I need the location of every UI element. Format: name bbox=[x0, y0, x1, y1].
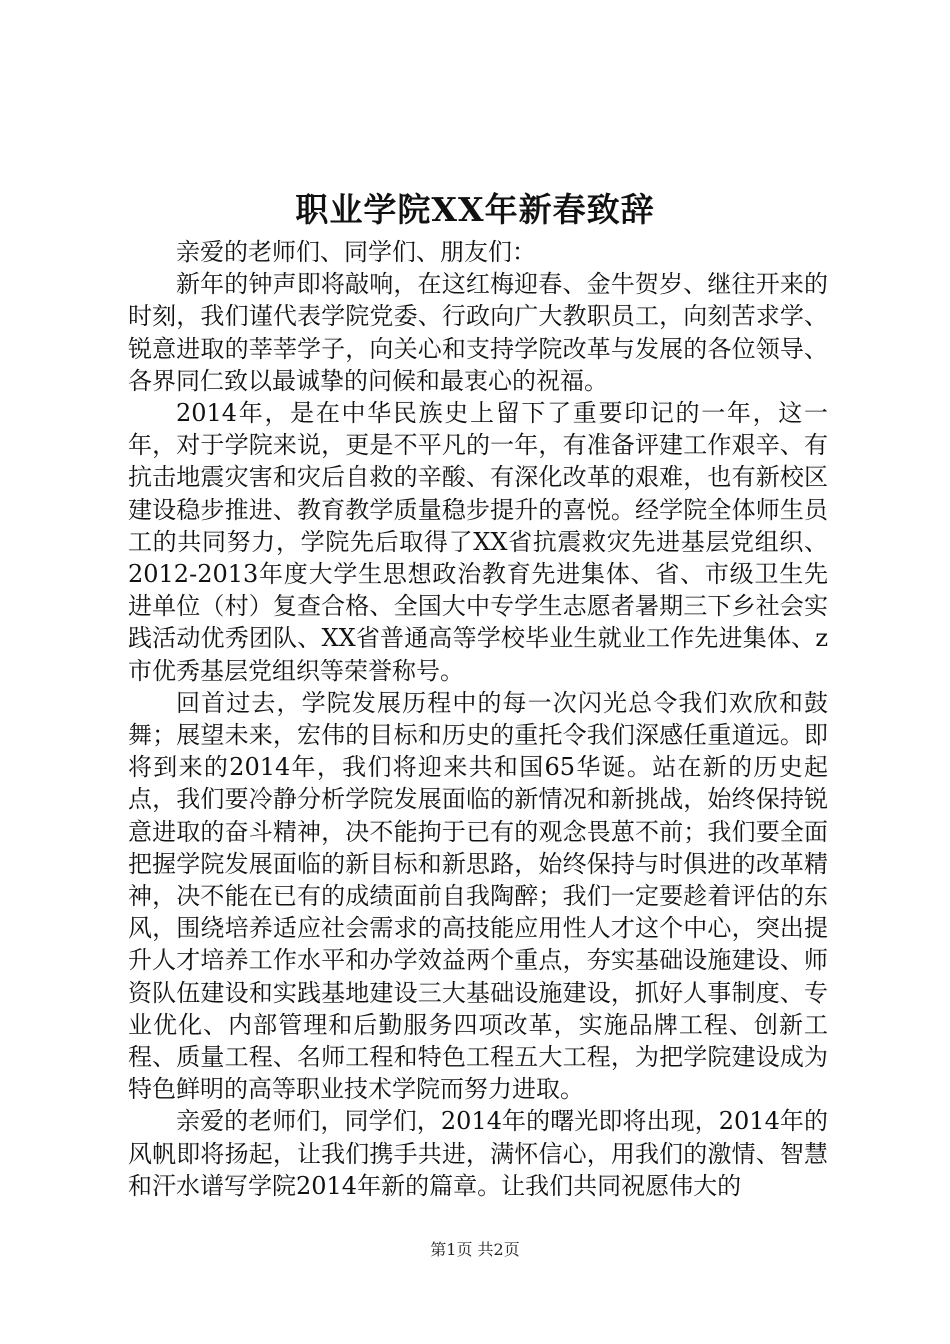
page-number-footer: 第1页 共2页 bbox=[430, 1240, 520, 1259]
salutation-paragraph: 亲爱的老师们、同学们、朋友们： bbox=[176, 238, 536, 266]
body-paragraph: 亲爱的老师们，同学们，2014年的曙光即将出现，2014年的风帆即将扬起，让我们携手共进，满怀信心，用我们的激情、智慧和汗水谱写学院2014年新的篇章。让我们共同祝愿伟大的 bbox=[128, 1107, 828, 1200]
document-body bbox=[128, 236, 828, 1202]
body-paragraph: 2014年，是在中华民族史上留下了重要印记的一年，这一年，对于学院来说，更是不平凡的一年，有准备评建工作艰辛、有抗击地震灾害和灾后自救的辛酸、有深化改革的艰难，也有新校区建设稳步推进、教育教学质量稳步提升的喜悦。经学院全体师生员工的共同努力，学院先后取得了XX省抗震救灾先进基层党组织、2012-2013年度大学生思想政治教育先进集体、省、市级卫生先进单位（村）复查合格、全国大中专学生志愿者暑期三下乡社会实践活动优秀团队、XX省普通高等学校毕业生就业工作先进集体、z市优秀基层党组织等荣誉称号。 bbox=[128, 399, 828, 685]
body-paragraph: 回首过去，学院发展历程中的每一次闪光总令我们欢欣和鼓舞；展望未来，宏伟的目标和历史的重托令我们深感任重道远。即将到来的2014年，我们将迎来共和国65华诞。站在新的历史起点，我们要冷静分析学院发展面临的新情况和新挑战，始终保持锐意进取的奋斗精神，决不能拘于已有的观念畏葸不前；我们要全面把握学院发展面临的新目标和新思路，始终保持与时俱进的改革精神，决不能在已有的成绩面前自我陶醉；我们一定要趁着评估的东风，围绕培养适应社会需求的高技能应用性人才这个中心，突出提升人才培养工作水平和办学效益两个重点，夯实基础设施建设、师资队伍建设和实践基地建设三大基础设施建设，抓好人事制度、专业优化、内部管理和后勤服务四项改革，实施品牌工程、创新工程、质量工程、名师工程和特色工程五大工程，为把学院建设成为特色鲜明的高等职业技术学院而努力进取。 bbox=[128, 688, 828, 1104]
document-title: 职业学院XX年新春致辞 bbox=[295, 190, 655, 229]
body-paragraph: 新年的钟声即将敲响，在这红梅迎春、金牛贺岁、继往开来的时刻，我们谨代表学院党委、行政向广大教职员工，向刻苦求学、锐意进取的莘莘学子，向关心和支持学院改革与发展的各位领导、各界同仁致以最诚挚的问候和最衷心的祝福。 bbox=[128, 270, 828, 395]
